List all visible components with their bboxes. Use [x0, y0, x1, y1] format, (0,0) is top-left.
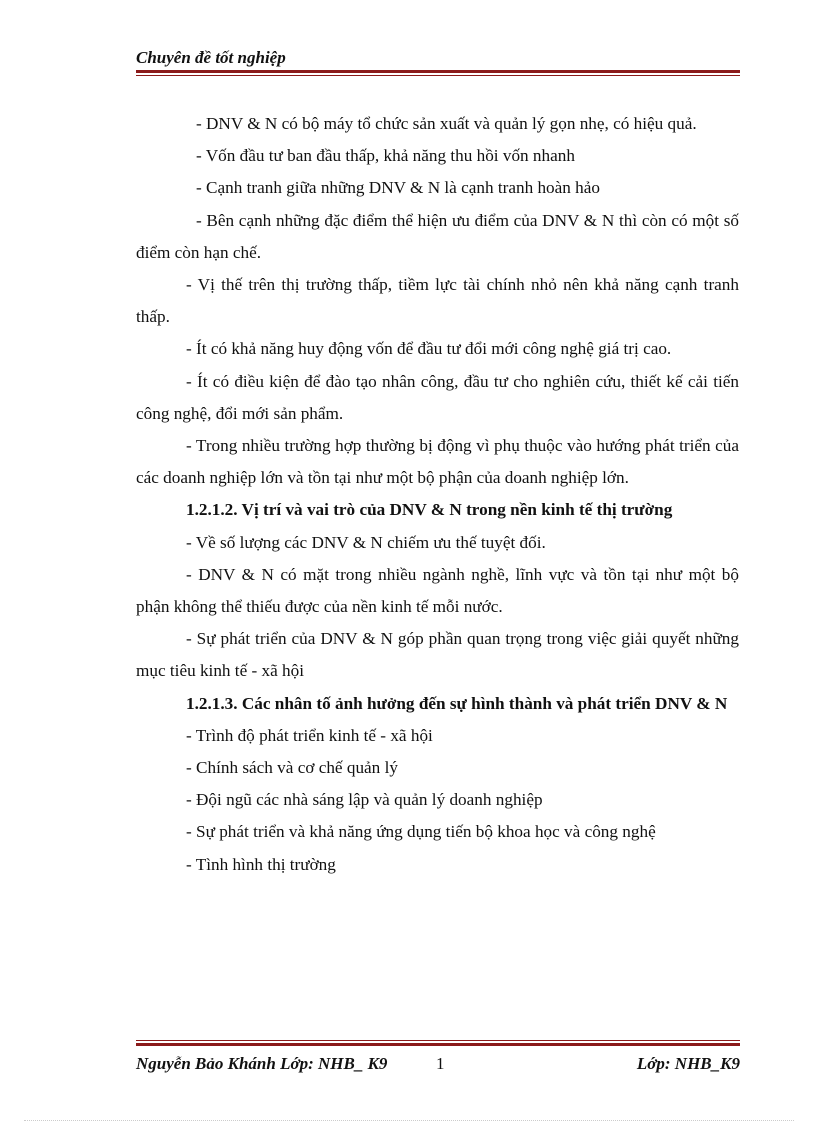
paragraph: - Sự phát triển và khả năng ứng dụng tiến bộ khoa học và công nghệ	[186, 822, 656, 842]
paragraph: - DNV & N có mặt trong nhiều ngành nghề, lĩnh vực và tồn tại như một bộ phận không thể thiếu được của nền kinh tế mỗi nước.	[136, 564, 739, 617]
paragraph: - Đội ngũ các nhà sáng lập và quản lý doanh nghiệp	[186, 790, 543, 810]
paragraph: - Sự phát triển của DNV & N góp phần quan trọng trong việc giải quyết những mục tiêu kinh tế - xã hội	[136, 629, 739, 681]
footer-class: Lớp: NHB_K9	[636, 1054, 740, 1073]
document-body	[136, 108, 739, 881]
paragraph: - Vốn đầu tư ban đầu thấp, khả năng thu hồi vốn nhanh	[196, 146, 575, 166]
paragraph: - Chính sách và cơ chế quản lý	[186, 758, 398, 778]
paragraph: - Về số lượng các DNV & N chiếm ưu thế tuyệt đối.	[186, 532, 546, 552]
footer-rule	[136, 1040, 740, 1046]
page-edge-divider	[24, 1120, 794, 1121]
paragraph: - Ít có khả năng huy động vốn để đầu tư đổi mới công nghệ giá trị cao.	[186, 339, 672, 359]
paragraph: - Trong nhiều trường hợp thường bị động vì phụ thuộc vào hướng phát triển của các doanh nghiệp lớn và tồn tại như một bộ phận của doanh nghiệp lớn.	[136, 436, 739, 488]
paragraph: - Bên cạnh những đặc điểm thể hiện ưu điểm của DNV & N thì còn có một số điểm còn hạn chế.	[136, 210, 739, 262]
header-rule	[136, 70, 740, 76]
paragraph: - Ít có điều kiện để đào tạo nhân công, đầu tư cho nghiên cứu, thiết kế cải tiến công nghệ, đổi mới sản phẩm.	[136, 371, 739, 423]
paragraph: - Cạnh tranh giữa những DNV & N là cạnh tranh hoàn hảo	[196, 178, 600, 198]
section-heading: 1.2.1.2. Vị trí và vai trò của DNV & N trong nền kinh tế thị trường	[186, 500, 673, 520]
page-header-title: Chuyên đề tốt nghiệp	[136, 48, 286, 67]
paragraph: - Vị thế trên thị trường thấp, tiềm lực tài chính nhỏ nên khả năng cạnh tranh thấp.	[136, 275, 739, 327]
footer-author: Nguyễn Bảo Khánh Lớp: NHB_ K9	[136, 1054, 388, 1073]
paragraph: - Trình độ phát triển kinh tế - xã hội	[186, 725, 433, 745]
paragraph: - DNV & N có bộ máy tổ chức sản xuất và quản lý gọn nhẹ, có hiệu quả.	[196, 114, 697, 133]
paragraph: - Tình hình thị trường	[186, 854, 336, 874]
page-number: 1	[436, 1054, 445, 1073]
section-heading: 1.2.1.3. Các nhân tố ảnh hưởng đến sự hình thành và phát triển DNV & N	[186, 693, 728, 713]
